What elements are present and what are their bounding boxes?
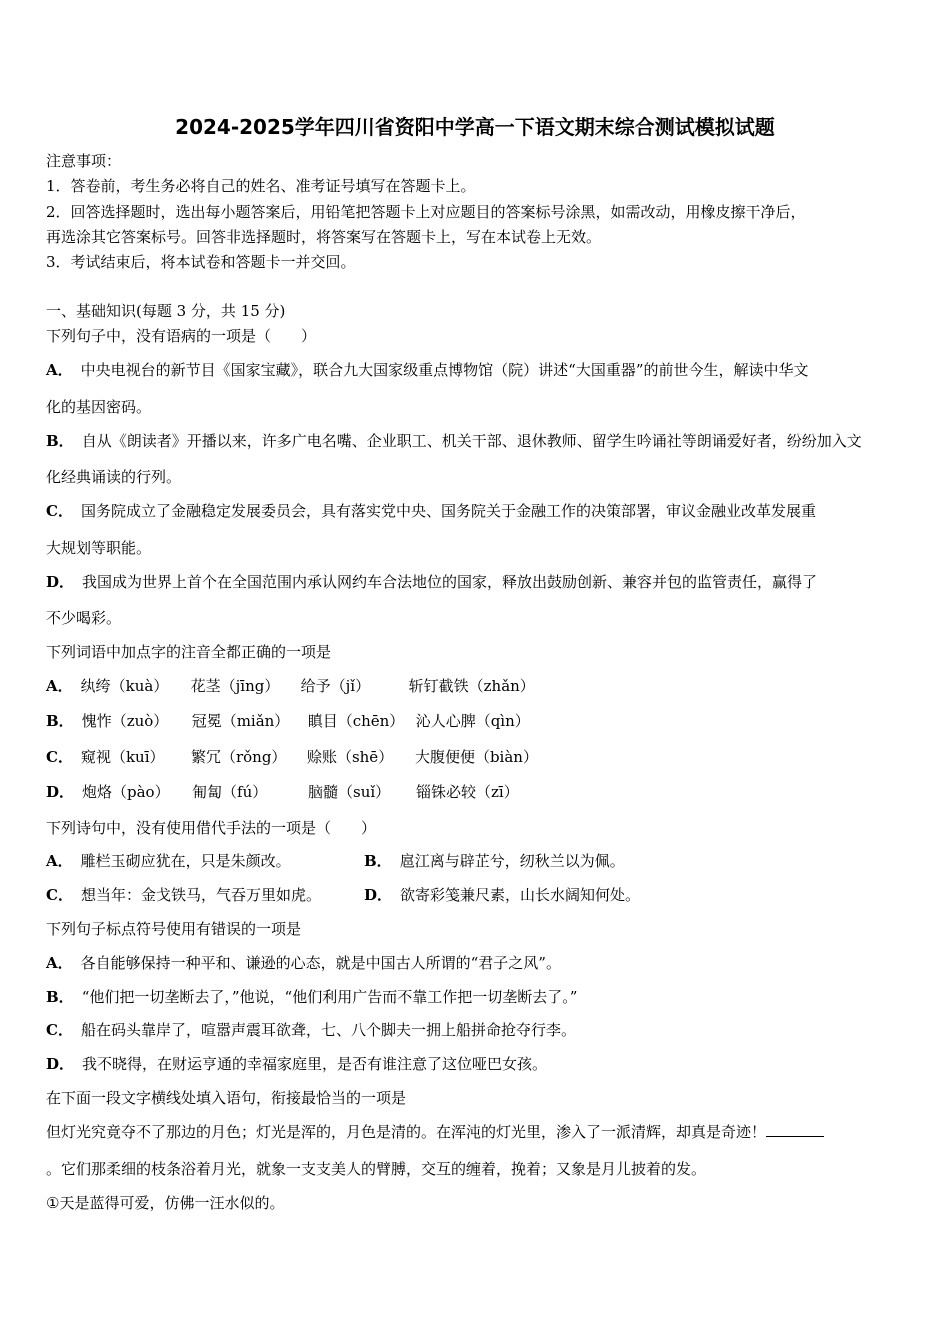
option-text: 自从《朗读者》开播以来，许多广电名嘴、企业职工、机关干部、退休教师、留学生吟诵社等朗诵爱好者，纷纷加入文: [81, 432, 862, 450]
word-item: 纨绔（kuà）: [80, 677, 169, 695]
option-text: 国务院成立了金融稳定发展委员会，具有落实党中央、国务院关于金融工作的决策部署，审议金融业改革发展重: [80, 502, 816, 520]
notice-item: 2．回答选择题时，选出每小题答案后，用铅笔把答题卡上对应题目的答案标号涂黑，如需改动，用橡皮擦干净后，: [46, 203, 806, 221]
option-text: 船在码头靠岸了，喧嚣声震耳欲聋，七、八个脚夫一拥上船拼命抢夺行李。: [80, 1021, 576, 1039]
option-c: [46, 747, 538, 767]
option-b: [46, 711, 530, 731]
word-item: 大腹便便（biàn）: [414, 748, 538, 766]
word-item: 炮烙（pào）: [82, 783, 170, 801]
option-label: D．: [46, 783, 75, 801]
option-label: D．: [46, 1055, 75, 1073]
option-text: 扈江离与辟芷兮，纫秋兰以为佩。: [399, 852, 625, 870]
choice-item: [46, 1193, 284, 1213]
fill-blank: [766, 1122, 824, 1137]
passage-line: [46, 1122, 824, 1142]
option-label: A．: [46, 677, 73, 695]
option-label: D．: [364, 886, 393, 904]
choice-number: ①: [46, 1194, 60, 1212]
option-text: 中央电视台的新节目《国家宝藏》，联合九大国家级重点博物馆（院）讲述“大国重器”的前世今生，解读中华文: [80, 361, 809, 379]
option-d: [46, 1054, 547, 1074]
notice-heading: 注意事项：: [46, 152, 122, 170]
option-text: 我国成为世界上首个在全国范围内承认网约车合法地位的国家，释放出鼓励创新、兼容并包的监管责任，赢得了: [82, 573, 818, 591]
option-label: B．: [46, 432, 74, 450]
option-c: [46, 1020, 576, 1040]
section-heading: 一、基础知识(每题 3 分，共 15 分): [46, 302, 286, 320]
option-b: [46, 987, 577, 1007]
passage-line: 。它们那柔细的枝条浴着月光，就象一支支美人的臂膊，交互的缠着，挽着；又象是月儿披着的发。: [46, 1160, 707, 1178]
option-a: [46, 360, 808, 380]
option-label: B．: [364, 852, 392, 870]
option-d: [46, 782, 519, 802]
option-label: C．: [46, 886, 73, 904]
notice-item: 3．考试结束后，将本试卷和答题卡一并交回。: [46, 253, 356, 271]
option-label: A．: [46, 361, 73, 379]
option-label: C．: [46, 748, 73, 766]
option-text: “他们把一切垄断去了，”他说，“他们利用广告而不靠工作把一切垄断去了。”: [81, 988, 578, 1006]
option-text: 想当年：金戈铁马，气吞万里如虎。: [80, 886, 321, 904]
word-item: 匍匐（fú）: [192, 783, 268, 801]
option-c: [46, 501, 816, 521]
word-item: 瞋目（chēn）: [307, 712, 405, 730]
word-item: 沁人心脾（qìn）: [415, 712, 530, 730]
option-d: [46, 572, 817, 592]
option-continuation: 不少喝彩。: [46, 609, 122, 627]
word-item: 冠冕（miǎn）: [191, 712, 290, 730]
word-item: 繁冗（rǒng）: [190, 748, 287, 766]
word-item: 给予（jǐ）: [300, 677, 371, 695]
option-continuation: 大规划等职能。: [46, 539, 152, 557]
notice-item: 1．答卷前，考生务必将自己的姓名、准考证号填写在答题卡上。: [46, 177, 476, 195]
option-a: [46, 953, 561, 973]
option-row: [46, 885, 640, 905]
question-stem: 下列词语中加点字的注音全都正确的一项是: [46, 643, 332, 661]
option-text: 各自能够保持一种平和、谦逊的心态，就是中国古人所谓的“君子之风”。: [80, 954, 561, 972]
word-item: 愧怍（zuò）: [81, 712, 169, 730]
notice-item: 再选涂其它答案标号。回答非选择题时，将答案写在答题卡上，写在本试卷上无效。: [46, 228, 602, 246]
option-label: B．: [46, 712, 74, 730]
option-text: 雕栏玉砌应犹在，只是朱颜改。: [80, 852, 291, 870]
option-text: 欲寄彩笺兼尺素，山长水阔知何处。: [400, 886, 641, 904]
word-item: 窥视（kuī）: [80, 748, 165, 766]
option-a: [46, 676, 535, 696]
option-label: C．: [46, 502, 73, 520]
choice-text: 天是蓝得可爱，仿佛一汪水似的。: [59, 1194, 285, 1212]
option-label: A．: [46, 852, 73, 870]
option-label: C．: [46, 1021, 73, 1039]
option-label: D．: [46, 573, 75, 591]
page-title: 2024-2025学年四川省资阳中学高一下语文期末综合测试模拟试题: [175, 115, 775, 139]
question-stem: 下列句子标点符号使用有错误的一项是: [46, 920, 302, 938]
word-item: 花茎（jīng）: [190, 677, 280, 695]
option-continuation: 化的基因密码。: [46, 398, 152, 416]
word-item: 赊账（shē）: [306, 748, 394, 766]
question-stem: 下列诗句中，没有使用借代手法的一项是（ ）: [46, 819, 377, 837]
question-stem: 下列句子中，没有语病的一项是（ ）: [46, 327, 317, 345]
option-label: A．: [46, 954, 73, 972]
option-row: [46, 851, 625, 871]
word-item: 斩钉截铁（zhǎn）: [408, 677, 535, 695]
word-item: 脑髓（suǐ）: [308, 783, 391, 801]
question-stem: 在下面一段文字横线处填入语句，衔接最恰当的一项是: [46, 1089, 407, 1107]
option-continuation: 化经典诵读的行列。: [46, 468, 182, 486]
option-text: 我不晓得，在财运亨通的幸福家庭里，是否有谁注意了这位哑巴女孩。: [82, 1055, 548, 1073]
option-label: B．: [46, 988, 74, 1006]
option-b: [46, 431, 862, 451]
passage-text: 但灯光究竟夺不了那边的月色；灯光是浑的，月色是清的。在浑沌的灯光里，渗入了一派清辉，却真是奇迹！: [46, 1123, 767, 1141]
word-item: 锱铢必较（zī）: [416, 783, 519, 801]
